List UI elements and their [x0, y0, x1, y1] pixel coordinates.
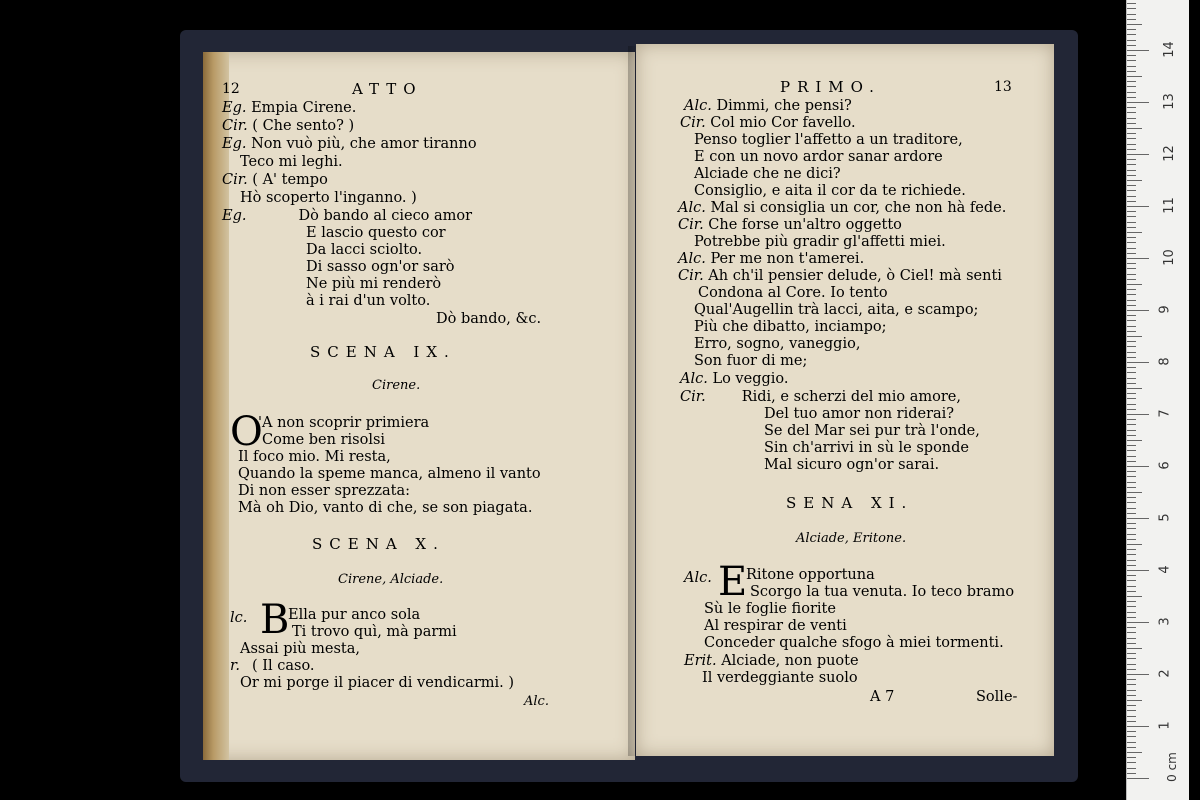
ruler-tick [1127, 320, 1136, 321]
ruler-tick [1127, 149, 1136, 150]
ruler-tick [1127, 591, 1136, 592]
drop-cap: E [718, 559, 748, 605]
ruler-tick [1127, 586, 1136, 587]
ruler-tick [1127, 674, 1149, 675]
text-line: Son fuor di me; [694, 353, 808, 369]
ruler-tick [1127, 3, 1136, 4]
right-page-number: 13 [994, 79, 1012, 95]
ruler-tick [1127, 159, 1136, 160]
ruler-tick [1127, 476, 1136, 477]
ruler-tick [1127, 424, 1136, 425]
ruler-tick [1127, 211, 1136, 212]
ruler-number: 14 [1161, 41, 1177, 58]
ruler-tick [1127, 92, 1136, 93]
ruler-tick [1127, 40, 1136, 41]
text-line: Cir. Ridi, e scherzi del mio amore, [680, 389, 961, 405]
ruler-tick [1127, 175, 1136, 176]
catchword: Alc. [524, 694, 549, 709]
ruler-tick [1127, 284, 1142, 285]
text-line: Scorgo la tua venuta. Io teco bramo [750, 584, 1015, 600]
ruler-tick [1127, 383, 1136, 384]
text-line: Eg. Non vuò più, che amor tiranno [222, 136, 477, 152]
text-line: Hò scoperto l'inganno. ) [240, 190, 417, 206]
ruler-tick [1127, 596, 1142, 597]
ruler-tick [1127, 768, 1136, 769]
ruler-tick [1127, 128, 1142, 129]
ruler-tick [1127, 357, 1136, 358]
ruler-tick [1127, 242, 1136, 243]
signature-mark: A 7 [870, 689, 895, 705]
ruler-tick [1127, 450, 1136, 451]
ruler-tick [1127, 544, 1142, 545]
ruler-tick [1127, 71, 1136, 72]
text-line: Alc. Lo veggio. [680, 371, 789, 387]
ruler-tick [1127, 695, 1136, 696]
ruler-tick [1127, 19, 1136, 20]
ruler-tick [1127, 237, 1136, 238]
ruler-tick [1127, 565, 1136, 566]
text-line: Ella pur anco sola [288, 607, 421, 623]
ruler-tick [1127, 430, 1136, 431]
ruler-number: 5 [1157, 513, 1173, 522]
ruler-tick [1127, 414, 1149, 415]
ruler-tick [1127, 731, 1136, 732]
ruler-tick [1127, 227, 1136, 228]
ruler-tick [1127, 170, 1136, 171]
ruler-tick [1127, 690, 1136, 691]
ruler-tick [1127, 86, 1136, 87]
ruler-tick [1127, 378, 1136, 379]
ruler-tick [1127, 253, 1136, 254]
page-edge [203, 52, 229, 760]
ruler-tick [1127, 398, 1136, 399]
ruler-tick [1127, 726, 1149, 727]
text-line: Qual'Augellin trà lacci, aita, e scampo; [694, 302, 979, 318]
ruler-tick [1127, 653, 1136, 654]
text-line: à i rai d'un volto. [306, 293, 431, 309]
ruler-tick [1127, 482, 1136, 483]
text-line: Cir. Ah ch'il pensier delude, ò Ciel! mà senti [678, 268, 1002, 284]
ruler-tick [1127, 539, 1136, 540]
ruler-tick [1127, 133, 1136, 134]
left-running-head: ATTO [352, 80, 423, 98]
ruler-tick [1127, 508, 1136, 509]
ruler-tick [1127, 575, 1136, 576]
ruler-tick [1127, 305, 1136, 306]
text-line: Ne più mi renderò [306, 276, 442, 292]
text-line: Cir. Col mio Cor favello. [680, 115, 856, 131]
speaker-label: Alc. [684, 570, 712, 586]
text-line: Eg. Dò bando al cieco amor [222, 208, 473, 224]
ruler-tick [1127, 700, 1142, 701]
ruler-tick [1127, 45, 1136, 46]
ruler-tick [1127, 60, 1136, 61]
ruler-tick [1127, 523, 1136, 524]
ruler-tick [1127, 710, 1136, 711]
ruler-tick [1127, 513, 1136, 514]
text-line: Erro, sogno, vaneggio, [694, 336, 861, 352]
ruler-unit: 0 cm [1164, 752, 1179, 782]
text-line: Alciade che ne dici? [694, 166, 841, 182]
speaker-label: lc. [230, 610, 248, 626]
ruler-tick [1127, 502, 1136, 503]
scale-ruler [1126, 0, 1189, 800]
text-line: Più che dibatto, inciampo; [694, 319, 887, 335]
text-line: Erit. Alciade, non puote [684, 653, 859, 669]
text-line: Potrebbe più gradir gl'affetti miei. [694, 234, 946, 250]
ruler-tick [1127, 435, 1136, 436]
ruler-tick [1127, 14, 1136, 15]
text-line: E lascio questo cor [306, 225, 446, 241]
ruler-tick [1127, 66, 1136, 67]
text-line: Dò bando, &c. [436, 311, 542, 327]
text-line: Del tuo amor non riderai? [764, 406, 955, 422]
ruler-tick [1127, 372, 1136, 373]
ruler-tick [1127, 487, 1136, 488]
ruler-tick [1127, 658, 1136, 659]
ruler-tick [1127, 206, 1149, 207]
ruler-tick [1127, 570, 1149, 571]
ruler-number: 1 [1157, 721, 1173, 730]
left-page-number: 12 [222, 81, 240, 97]
ruler-tick [1127, 778, 1149, 779]
ruler-tick [1127, 601, 1136, 602]
drop-cap: O [230, 409, 263, 455]
text-line: Mal sicuro ogn'or sarai. [764, 457, 940, 473]
ruler-tick [1127, 404, 1136, 405]
ruler-tick [1127, 705, 1136, 706]
ruler-tick [1127, 684, 1136, 685]
ruler-tick [1127, 742, 1136, 743]
ruler-tick [1127, 248, 1136, 249]
text-line: E con un novo ardor sanar ardore [694, 149, 943, 165]
ruler-tick [1127, 461, 1136, 462]
ruler-tick [1127, 554, 1136, 555]
drop-cap: B [260, 597, 290, 643]
ruler-tick [1127, 232, 1142, 233]
ruler-tick [1127, 419, 1136, 420]
ruler-tick [1127, 196, 1136, 197]
text-line: Sù le foglie fiorite [704, 601, 836, 617]
speaker-label: r. [230, 658, 240, 674]
scene-characters: Alciade, Eritone. [796, 531, 907, 546]
text-line: Or mi porge il piacer di vendicarmi. ) [240, 675, 515, 691]
ruler-tick [1127, 528, 1136, 529]
ruler-tick [1127, 336, 1142, 337]
ruler-tick [1127, 643, 1136, 644]
ruler-number: 8 [1157, 357, 1173, 366]
ruler-tick [1127, 440, 1142, 441]
ruler-tick [1127, 274, 1136, 275]
text-line: Mà oh Dio, vanto di che, se son piagata. [238, 500, 533, 516]
ruler-tick [1127, 471, 1136, 472]
ruler-number: 4 [1157, 565, 1173, 574]
ruler-tick [1127, 97, 1136, 98]
text-line: Penso toglier l'affetto a un traditore, [694, 132, 963, 148]
text-line: Cir. ( A' tempo [222, 172, 328, 188]
text-line: Cir. ( Che sento? ) [222, 118, 355, 134]
text-line: Eg. Empia Cirene. [222, 100, 357, 116]
ruler-tick [1127, 34, 1136, 35]
ruler-tick [1127, 263, 1136, 264]
ruler-tick [1127, 216, 1136, 217]
ruler-tick [1127, 747, 1136, 748]
ruler-tick [1127, 268, 1136, 269]
ruler-tick [1127, 76, 1142, 77]
ruler-tick [1127, 445, 1136, 446]
ruler-tick [1127, 164, 1136, 165]
ruler-tick [1127, 456, 1136, 457]
ruler-tick [1127, 393, 1136, 394]
ruler-tick [1127, 773, 1136, 774]
ruler-number: 7 [1157, 409, 1173, 418]
ruler-tick [1127, 627, 1136, 628]
ruler-tick [1127, 638, 1136, 639]
ruler-tick [1127, 331, 1136, 332]
ruler-tick [1127, 185, 1136, 186]
ruler-number: 2 [1157, 669, 1173, 678]
text-line: Il verdeggiante suolo [702, 670, 858, 686]
text-line: Conceder qualche sfogo à miei tormenti. [704, 635, 1004, 651]
ruler-tick [1127, 310, 1149, 311]
ruler-tick [1127, 341, 1136, 342]
ruler-tick [1127, 201, 1136, 202]
ruler-tick [1127, 279, 1136, 280]
ruler-tick [1127, 8, 1136, 9]
ruler-tick [1127, 549, 1136, 550]
ruler-tick [1127, 492, 1142, 493]
ruler-tick [1127, 648, 1142, 649]
ruler-tick [1127, 560, 1136, 561]
scene-title: SENA XI. [786, 494, 914, 512]
catchword: Solle- [976, 689, 1018, 705]
ruler-tick [1127, 466, 1149, 467]
ruler-tick [1127, 716, 1136, 717]
text-line: Condona al Core. Io tento [698, 285, 888, 301]
ruler-tick [1127, 362, 1149, 363]
scene-title: SCENA X. [312, 535, 445, 553]
ruler-tick [1127, 123, 1136, 124]
ruler-tick [1127, 50, 1149, 51]
ruler-tick [1127, 367, 1136, 368]
ruler-number: 9 [1157, 305, 1173, 314]
scene-characters: Cirene. [372, 378, 421, 393]
ruler-tick [1127, 721, 1136, 722]
right-running-head: PRIMO. [780, 78, 881, 96]
scene-characters: Cirene, Alciade. [338, 572, 444, 587]
ruler-tick [1127, 300, 1136, 301]
text-line: Quando la speme manca, almeno il vanto [238, 466, 541, 482]
text-line: Al respirar de venti [704, 618, 847, 634]
text-line: Sin ch'arrivi in sù le sponde [764, 440, 970, 456]
ruler-tick [1127, 664, 1136, 665]
ruler-tick [1127, 534, 1136, 535]
text-line: Consiglio, e aita il cor da te richiede. [694, 183, 966, 199]
ruler-tick [1127, 144, 1136, 145]
ruler-tick [1127, 580, 1136, 581]
ruler-tick [1127, 752, 1142, 753]
text-line: Da lacci sciolto. [306, 242, 423, 258]
scene-title: SCENA IX. [310, 343, 456, 361]
ruler-tick [1127, 258, 1149, 259]
ruler-tick [1127, 762, 1136, 763]
text-line: ( Il caso. [252, 658, 315, 674]
ruler-tick [1127, 102, 1149, 103]
ruler-tick [1127, 388, 1142, 389]
text-line: Alc. Per me non t'amerei. [678, 251, 865, 267]
text-line: Di non esser sprezzata: [238, 483, 410, 499]
ruler-tick [1127, 606, 1136, 607]
ruler-tick [1127, 352, 1136, 353]
text-line: Se del Mar sei pur trà l'onde, [764, 423, 980, 439]
text-line: Alc. Mal si consiglia un cor, che non hà fede. [678, 200, 1007, 216]
ruler-tick [1127, 679, 1136, 680]
ruler-tick [1127, 190, 1136, 191]
ruler-number: 6 [1157, 461, 1173, 470]
text-line: Di sasso ogn'or sarò [306, 259, 455, 275]
ruler-tick [1127, 29, 1136, 30]
text-line: 'A non scoprir primiera [258, 415, 430, 431]
ruler-number: 10 [1161, 249, 1177, 266]
text-line: Cir. Che forse un'altro oggetto [678, 217, 902, 233]
text-line: Il foco mio. Mi resta, [238, 449, 391, 465]
ruler-tick [1127, 326, 1136, 327]
ruler-number: 12 [1161, 145, 1177, 162]
ruler-number: 11 [1161, 197, 1177, 214]
text-line: Alc. Dimmi, che pensi? [684, 98, 852, 114]
ruler-tick [1127, 138, 1136, 139]
ruler-tick [1127, 497, 1136, 498]
ruler-tick [1127, 222, 1136, 223]
text-line: Assai più mesta, [240, 641, 360, 657]
ruler-tick [1127, 632, 1136, 633]
ruler-tick [1127, 112, 1136, 113]
ruler-tick [1127, 622, 1149, 623]
text-line: Come ben risolsi [262, 432, 386, 448]
ruler-tick [1127, 736, 1136, 737]
ruler-tick [1127, 518, 1149, 519]
ruler-tick [1127, 118, 1136, 119]
ruler-number: 3 [1157, 617, 1173, 626]
ruler-tick [1127, 180, 1142, 181]
ruler-tick [1127, 24, 1142, 25]
ruler-tick [1127, 617, 1136, 618]
ruler-tick [1127, 612, 1136, 613]
ruler-tick [1127, 757, 1136, 758]
ruler-tick [1127, 289, 1136, 290]
ruler-tick [1127, 346, 1136, 347]
ruler-tick [1127, 669, 1136, 670]
text-line: Ti trovo quì, mà parmi [292, 624, 457, 640]
ruler-tick [1127, 81, 1136, 82]
ruler-tick [1127, 55, 1136, 56]
text-line: Teco mi leghi. [240, 154, 343, 170]
text-line: Ritone opportuna [746, 567, 875, 583]
ruler-tick [1127, 107, 1136, 108]
ruler-tick [1127, 154, 1149, 155]
ruler-tick [1127, 294, 1136, 295]
ruler-tick [1127, 409, 1136, 410]
ruler-number: 13 [1161, 93, 1177, 110]
ruler-tick [1127, 315, 1136, 316]
